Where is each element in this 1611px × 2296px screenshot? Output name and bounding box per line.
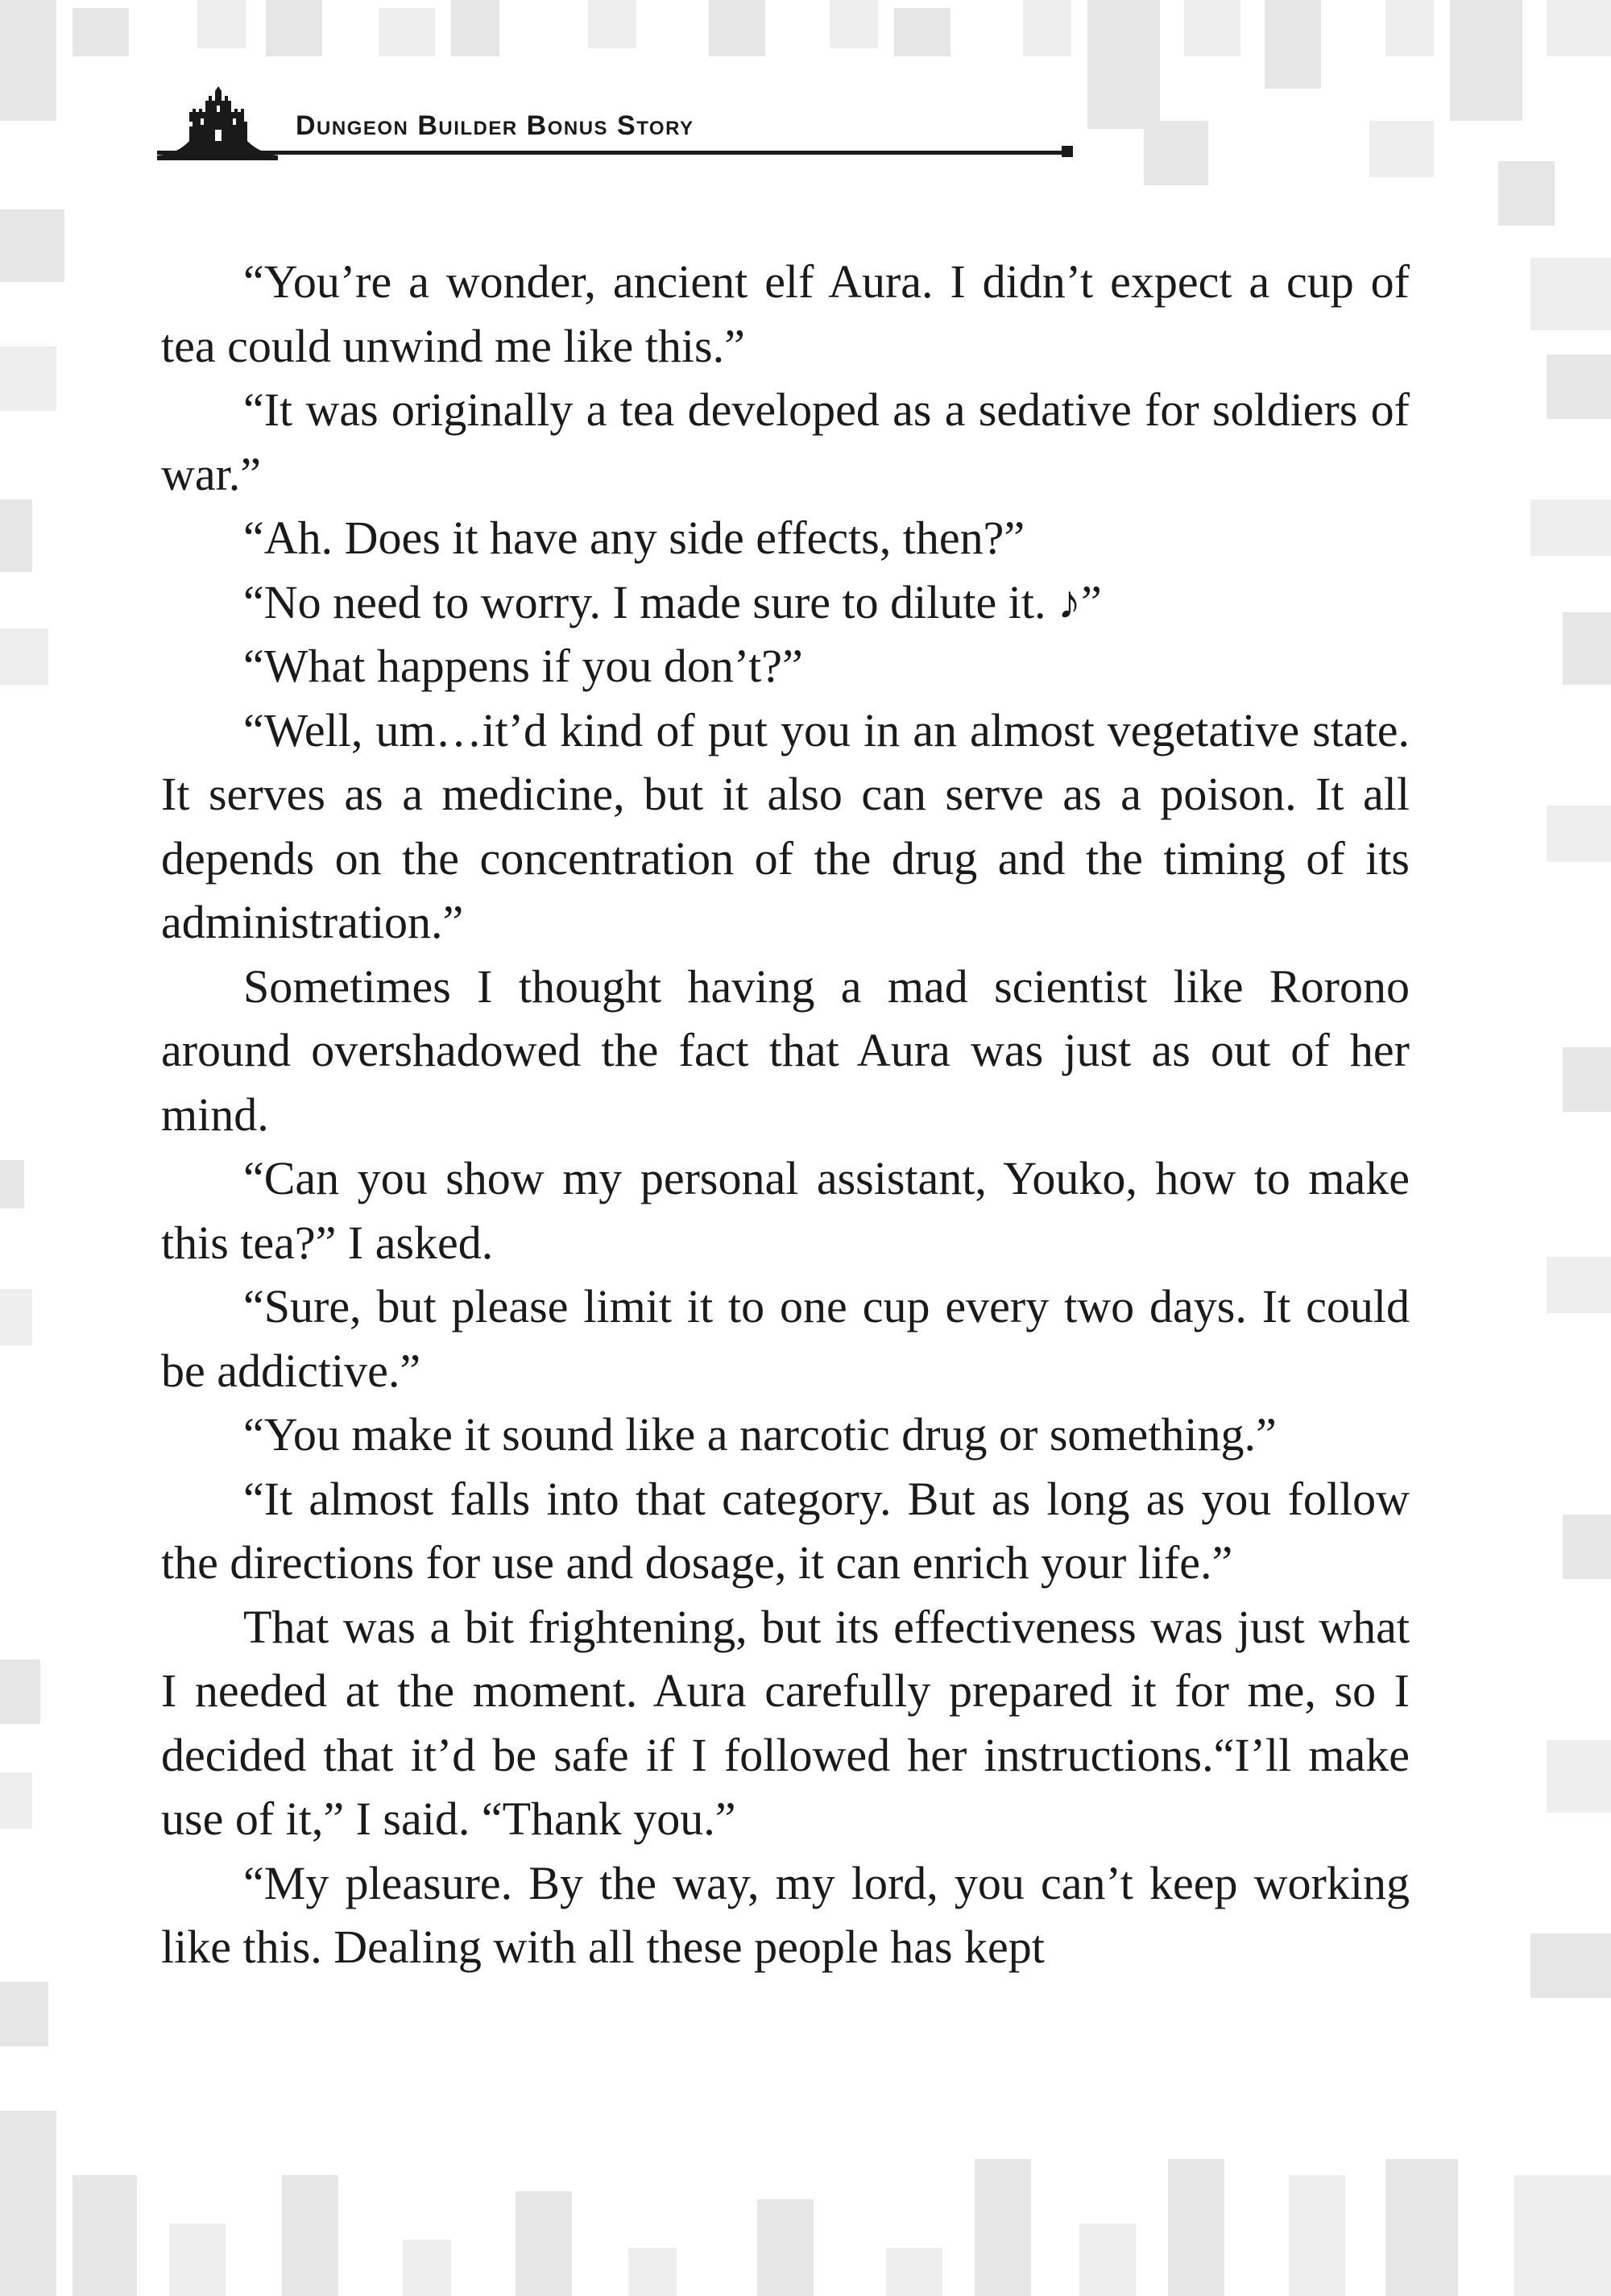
header-rule bbox=[157, 151, 1064, 155]
paragraph: “Well, um…it’d kind of put you in an almost vegetative state. It serves as a medicine, but it also can serve as a poison. It all depends on the concentration of the drug and the timing of its administration.” bbox=[161, 703, 1410, 948]
paragraph: “It almost falls into that category. But as long as you follow the directions for use and dosage, it can enrich your life.” bbox=[161, 1472, 1410, 1589]
header-title: Dungeon Builder Bonus Story bbox=[296, 110, 694, 141]
header-rule-cap bbox=[1062, 146, 1073, 157]
paragraph: “You’re a wonder, ancient elf Aura. I didn’t expect a cup of tea could unwind me like this.” bbox=[161, 255, 1410, 372]
paragraph: “What happens if you don’t?” bbox=[243, 640, 803, 692]
paragraph: Sometimes I thought having a mad scientist like Rorono around overshadowed the fact that Aura was just as out of her mind. bbox=[161, 959, 1410, 1141]
paragraph: “Sure, but please limit it to one cup every two days. It could be addictive.” bbox=[161, 1280, 1410, 1397]
running-header bbox=[157, 77, 1075, 165]
story-text bbox=[161, 250, 1410, 1979]
paragraph: That was a bit frightening, but its effectiveness was just what I needed at the moment. Aura carefully prepared it for me, so I decided that it’d be safe if I followed her instructions.“I’ll make use of it,” I said. “Thank you.” bbox=[161, 1600, 1410, 1845]
paragraph: “My pleasure. By the way, my lord, you can’t keep working like this. Dealing with all these people has kept bbox=[161, 1856, 1410, 1973]
paragraph: “Can you show my personal assistant, Youko, how to make this tea?” I asked. bbox=[161, 1152, 1410, 1269]
paragraph: “No need to worry. I made sure to dilute it. ♪” bbox=[243, 575, 1102, 628]
paragraph: “Ah. Does it have any side effects, then?” bbox=[243, 512, 1025, 564]
castle-silhouette-icon bbox=[157, 77, 278, 160]
paragraph: “It was originally a tea developed as a sedative for soldiers of war.” bbox=[161, 383, 1410, 500]
paragraph: “You make it sound like a narcotic drug or something.” bbox=[243, 1408, 1277, 1461]
